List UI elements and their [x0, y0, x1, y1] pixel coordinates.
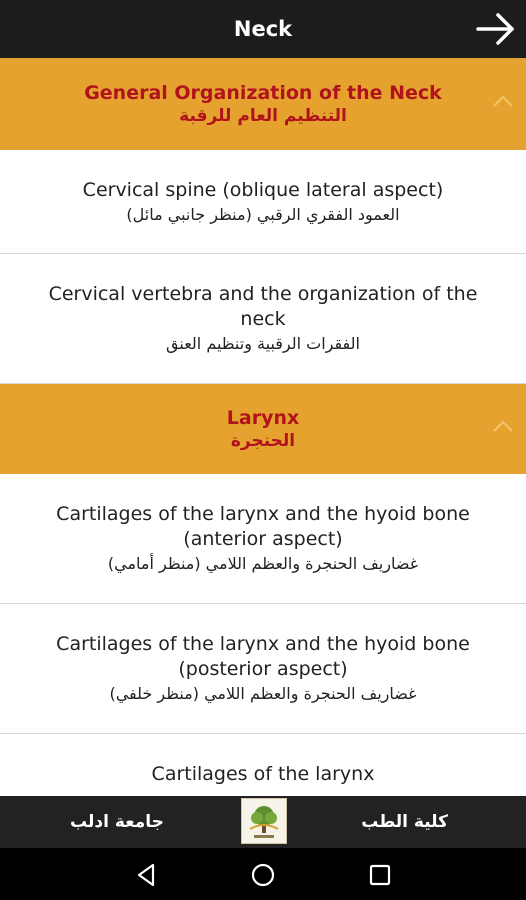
home-circle-icon[interactable]: [250, 862, 276, 888]
system-nav-bar: [0, 848, 526, 900]
section-title-ar: الحنجرة: [230, 431, 296, 451]
section-header-larynx[interactable]: [0, 384, 526, 474]
list-item[interactable]: [0, 150, 526, 254]
item-title-en: Cervical vertebra and the organization of the neck: [48, 283, 478, 330]
list-item[interactable]: [0, 254, 526, 384]
arrow-right-icon[interactable]: [476, 11, 516, 47]
section-title-ar: التنظيم العام للرقبة: [179, 106, 347, 126]
page-title: Neck: [233, 17, 293, 41]
app-bar: [0, 0, 526, 58]
section-title-en: Larynx: [226, 407, 300, 429]
item-title-ar: غضاريف الحنجرة والعظم اللامي (منظر أمامي): [107, 554, 419, 573]
bottom-bar: [0, 796, 526, 848]
item-title-ar: العمود الفقري الرقبي (منظر جانبي مائل): [126, 204, 400, 224]
back-triangle-icon[interactable]: [133, 862, 159, 888]
chevron-up-icon: [492, 419, 514, 433]
content-list[interactable]: [0, 58, 526, 796]
item-title-en: Cervical spine (oblique lateral aspect): [82, 178, 444, 201]
item-title-ar: الفقرات الرقبية وتنظيم العنق: [166, 334, 360, 353]
faculty-label: كلية الطب: [361, 812, 448, 832]
item-title-en: Cartilages of the larynx and the hyoid bone (anterior aspect): [56, 503, 470, 550]
list-item[interactable]: [0, 604, 526, 734]
list-item[interactable]: [0, 734, 526, 796]
section-header-general-organization[interactable]: [0, 58, 526, 150]
university-label: جامعة ادلب: [70, 812, 164, 832]
item-title-en: Cartilages of the larynx: [151, 763, 375, 785]
recents-square-icon[interactable]: [367, 862, 393, 888]
list-item[interactable]: [0, 474, 526, 604]
chevron-up-icon: [492, 94, 514, 108]
university-logo: [241, 798, 287, 844]
tree-logo-icon: [242, 799, 286, 843]
item-title-ar: غضاريف الحنجرة والعظم اللامي (منظر خلفي): [109, 684, 417, 703]
item-title-en: Cartilages of the larynx and the hyoid bone (posterior aspect): [56, 633, 470, 680]
section-title-en: General Organization of the Neck: [84, 82, 442, 104]
